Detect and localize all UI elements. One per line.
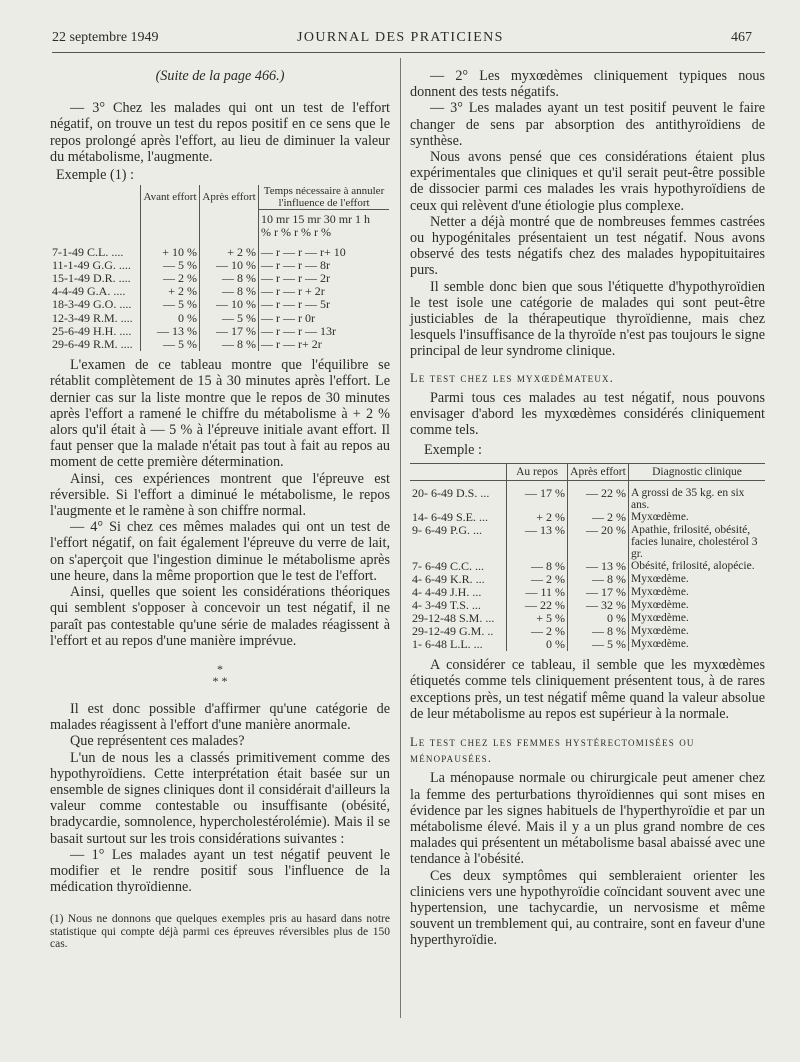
table-cell-label: 4-4-49 G.A. .... xyxy=(52,284,126,299)
table-cell-temps: — r — r — 13r xyxy=(259,325,390,338)
table-cell-repos: — 13 % xyxy=(507,524,568,560)
table-cell-diag: Obésité, frilosité, alopécie. xyxy=(629,560,766,573)
paragraph: Ainsi, quelles que soient les considérations théoriques qui semblent s'opposer à concevoir un test négatif, il ne paraît pas contestable qu'une série de malades réagissent à l'effort et au repos d'une manière imprévue. xyxy=(50,584,390,649)
table-cell-avant: — 5 % xyxy=(141,298,200,311)
table-cell-temps: — r — r — 8r xyxy=(259,259,390,272)
header-date: 22 septembre 1949 xyxy=(52,30,159,45)
sub-symbols: % r % r % r % xyxy=(259,226,390,245)
table-cell-avant: + 2 % xyxy=(141,285,200,298)
table-cell-effort: — 22 % xyxy=(568,481,629,512)
table-cell-avant: 0 % xyxy=(141,312,200,325)
table-cell-temps: — r — r + 2r xyxy=(259,285,390,298)
table-row xyxy=(50,312,389,325)
paragraph: Que représentent ces malades? xyxy=(70,733,245,750)
table-cell-temps: — r — r — 2r xyxy=(259,272,390,285)
right-column xyxy=(410,68,765,949)
table-cell-apres: — 10 % xyxy=(200,259,259,272)
table-cell-repos: — 8 % xyxy=(507,560,568,573)
table-cell-label: 4- 4-49 J.H. ... xyxy=(412,585,482,600)
table-cell-effort: 0 % xyxy=(568,612,629,625)
table-cell-repos: — 2 % xyxy=(507,573,568,586)
paragraph: — 4° Si chez ces mêmes malades qui ont un test de l'effort négatif, on fait également l'épreuve du verre de lait, on s'aperçoit que l'ingestion diminue le métabolisme après une heure, dans la même proportion que le test de l'effort. xyxy=(50,519,390,584)
table-cell-avant: — 5 % xyxy=(141,338,200,351)
table-cell-label: 29-6-49 R.M. .... xyxy=(52,337,133,352)
table-cell-avant: + 10 % xyxy=(141,246,200,259)
paragraph: — 3° Chez les malades qui ont un test de l'effort négatif, on trouve un test du repos positif en ce sens que le repos prolongé après l'effort, au lieu de diminuer la valeur du métabolisme, l'augmente. xyxy=(50,100,390,165)
paragraph: — 3° Les malades ayant un test positif peuvent le faire changer de sens par absorption des antithyroïdiens de synthèse. xyxy=(410,100,765,149)
table-cell-label: 7- 6-49 C.C. ... xyxy=(412,559,484,574)
table-cell-effort: — 8 % xyxy=(568,625,629,638)
table-cell-diag: Myxœdème. xyxy=(629,573,766,586)
paragraph: Ces deux symptômes qui sembleraient orienter les cliniciens vers une hypothyroïdie coïncidant souvent avec une hypertension, une tachycardie, un nervosisme et même souvent un tremblement qui, au contraire, sont en faveur d'une hyperthyroïdie. xyxy=(410,867,765,949)
table-cell-effort: — 2 % xyxy=(568,511,629,524)
table-rest-test xyxy=(50,185,389,351)
col-header-effort: Après effort xyxy=(568,463,629,481)
table-cell-diag: Myxœdème. xyxy=(629,612,766,625)
header-page-number: 467 xyxy=(731,30,752,45)
table-cell-effort: — 13 % xyxy=(568,560,629,573)
table-cell-temps: — r — r+ 2r xyxy=(259,338,390,351)
table-cell-diag: Myxœdème. xyxy=(629,511,766,524)
table-cell-repos: 0 % xyxy=(507,638,568,651)
table-cell-apres: — 10 % xyxy=(200,298,259,311)
table-cell-avant: — 13 % xyxy=(141,325,200,338)
table-row xyxy=(410,481,765,512)
paragraph: A considérer ce tableau, il semble que les myxœdèmes étiquetés comme tels cliniquement présentent tous, à de rares exceptions près, un test négatif même quand la valeur absolue de leur métabolisme au repos est supérieur à la normale. xyxy=(410,657,765,722)
paragraph: Parmi tous ces malades au test négatif, nous pouvons envisager d'abord les myxœdèmes considérés cliniquement comme tels. xyxy=(410,389,765,439)
footnote: (1) Nous ne donnons que quelques exemples pris au hasard dans notre statistique qui compte déjà parmi ces épreuves réversibles plus de 150 cas. xyxy=(50,913,390,951)
table-cell-effort: — 32 % xyxy=(568,599,629,612)
col-header-diagnostic: Diagnostic clinique xyxy=(629,463,766,481)
example-label: Exemple : xyxy=(424,442,482,459)
section-heading-myxoedemateux: Le test chez les myxœdémateux. xyxy=(410,370,615,385)
table-cell-apres: — 17 % xyxy=(200,325,259,338)
table-cell-label: 29-12-49 G.M. .. xyxy=(412,624,494,639)
table-cell-diag: A grossi de 35 kg. en six ans. xyxy=(629,481,766,512)
paragraph: Il est donc possible d'affirmer qu'une catégorie de malades réagissent à l'effort d'une manière anormale. xyxy=(50,700,390,734)
table-cell-repos: — 17 % xyxy=(507,481,568,512)
table-row xyxy=(410,638,765,651)
table-cell-temps: — r — r — r+ 10 xyxy=(259,246,390,259)
example-label: Exemple (1) : xyxy=(56,167,135,184)
paragraph: Ainsi, ces expériences montrent que l'épreuve est réversible. Si l'effort a diminué le métabolisme, le repos l'augmente et le ramène à son chiffre normal. xyxy=(50,470,390,520)
table-cell-label: 4- 3-49 T.S. ... xyxy=(412,598,481,613)
table-row xyxy=(50,246,389,259)
table-cell-label: 14- 6-49 S.E. ... xyxy=(412,510,488,525)
table-cell-label: 18-3-49 G.O. .... xyxy=(52,297,132,312)
table-row xyxy=(410,524,765,560)
paragraph: — 2° Les myxœdèmes cliniquement typiques nous donnent des tests négatifs. xyxy=(410,68,765,101)
table-cell-apres: + 2 % xyxy=(200,246,259,259)
table-cell-avant: — 5 % xyxy=(141,259,200,272)
table-cell-diag: Myxœdème. xyxy=(629,638,766,651)
col-header-repos: Au repos xyxy=(507,463,568,481)
table-cell-repos: — 2 % xyxy=(507,625,568,638)
table-myxoedemes xyxy=(410,463,765,652)
table-cell-apres: — 8 % xyxy=(200,272,259,285)
paragraph: Netter a déjà montré que de nombreuses femmes castrées ou hypogénitales présentaient un test négatif. Nous avons observé des tests négatifs chez des malades hypopituitaires purs. xyxy=(410,213,765,279)
table-cell-effort: — 20 % xyxy=(568,524,629,560)
table-cell-effort: — 8 % xyxy=(568,573,629,586)
table-cell-label: 11-1-49 G.G. .... xyxy=(52,257,131,272)
table-cell-label: 9- 6-49 P.G. ... xyxy=(412,523,483,538)
col-header-apres: Après effort xyxy=(200,185,259,210)
paragraph: La ménopause normale ou chirurgicale peut amener chez la femme des perturbations thyroïdiennes qui sont mises en évidence par les signes habituels de l'hyperthyroïdie et par un métabolisme élevé. Mais il y a un plus grand nombre de ces malades qui présentent un métabolisme basal abaissé avec une tendance à l'obésité. xyxy=(410,770,765,868)
paragraph: Nous avons pensé que ces considérations étaient plus expérimentales que cliniques et qu'il serait peut-être possible de dissocier parmi ces malades les vrais hypothyroïdiens de ceux qui relèvent d'une étiologie plus complexe. xyxy=(410,149,765,214)
table-cell-label: 29-12-48 S.M. ... xyxy=(412,611,495,626)
table-cell-apres: — 8 % xyxy=(200,285,259,298)
running-header xyxy=(52,30,752,52)
table-cell-temps: — r — r 0r xyxy=(259,312,390,325)
col-header-temps: Temps nécessaire à annuler l'influence de l'effort xyxy=(259,185,390,210)
section-break-stars: * * * xyxy=(212,661,228,688)
header-journal-title: JOURNAL DES PRATICIENS xyxy=(297,30,504,45)
table-cell-effort: — 17 % xyxy=(568,586,629,599)
table-cell-repos: + 5 % xyxy=(507,612,568,625)
table-cell-label: 1- 6-48 L.L. ... xyxy=(412,637,483,652)
section-heading-menopause: Le test chez les femmes hystérectomisées ou ménopausées. xyxy=(410,734,695,766)
table-cell-repos: — 11 % xyxy=(507,586,568,599)
table-cell-label: 20- 6-49 D.S. ... xyxy=(412,486,490,501)
col-header-avant: Avant effort xyxy=(141,185,200,210)
table-cell-label: 25-6-49 H.H. .... xyxy=(52,323,132,338)
table-cell-temps: — r — r — 5r xyxy=(259,298,390,311)
table-cell-repos: + 2 % xyxy=(507,511,568,524)
table-cell-label: 7-1-49 C.L. .... xyxy=(52,244,124,259)
continued-note: (Suite de la page 466.) xyxy=(155,68,285,84)
table-row xyxy=(50,338,389,351)
paragraph: Il semble donc bien que sous l'étiquette d'hypothyroïdien le test isole une catégorie de malades qui sont peut-être justiciables de la thérapeutique thyroïdienne, mais chez lesquels l'insuffisance de la thyroïde n'est pas toujours le signe principal de leur syndrome clinique. xyxy=(410,278,765,360)
paragraph: L'examen de ce tableau montre que l'équilibre se rétablit complètement de 15 à 30 minutes après l'effort. Le dernier cas sur la liste montre que le repos de 30 minutes après l'effort a ramené le chiffre du métabolisme à + 2 % alors qu'il était à — 5 % à l'épreuve initiale avant effort. Il faut penser que la malade n'était pas tout à fait au repos au moment de cette première détermination. xyxy=(50,357,390,471)
table-cell-apres: — 8 % xyxy=(200,338,259,351)
table-cell-repos: — 22 % xyxy=(507,599,568,612)
table-cell-diag: Myxœdème. xyxy=(629,625,766,638)
table-cell-diag: Myxœdème. xyxy=(629,586,766,599)
table-cell-effort: — 5 % xyxy=(568,638,629,651)
table-cell-apres: — 5 % xyxy=(200,312,259,325)
table-row xyxy=(50,298,389,311)
table-cell-label: 4- 6-49 K.R. ... xyxy=(412,572,485,587)
paragraph: L'un de nous les a classés primitivement comme des hypothyroïdiens. Cette interprétation était basée sur un ensemble de signes cliniques dont il considérait d'ailleurs la valeur comme contestable ou insuffisante (obésité, bradycardie, somnolence, hypercholestérolémie). Mais il se basait surtout sur les trois considérations suivantes : xyxy=(50,749,390,847)
sub-headers: 10 mr 15 mr 30 mr 1 h xyxy=(259,210,390,227)
paragraph: — 1° Les malades ayant un test négatif peuvent le modifier et le rendre positif sous l'influence de la médication thyroïdienne. xyxy=(50,846,390,896)
table-cell-avant: — 2 % xyxy=(141,272,200,285)
left-column xyxy=(50,68,390,951)
table-cell-label: 15-1-49 D.R. .... xyxy=(52,271,131,286)
header-rule xyxy=(52,52,765,53)
column-divider xyxy=(400,58,401,1018)
table-cell-label: 12-3-49 R.M. .... xyxy=(52,310,133,325)
table-cell-diag: Myxœdème. xyxy=(629,599,766,612)
table-cell-diag: Apathie, frilosité, obésité, facies lunaire, cholestérol 3 gr. xyxy=(629,524,766,560)
